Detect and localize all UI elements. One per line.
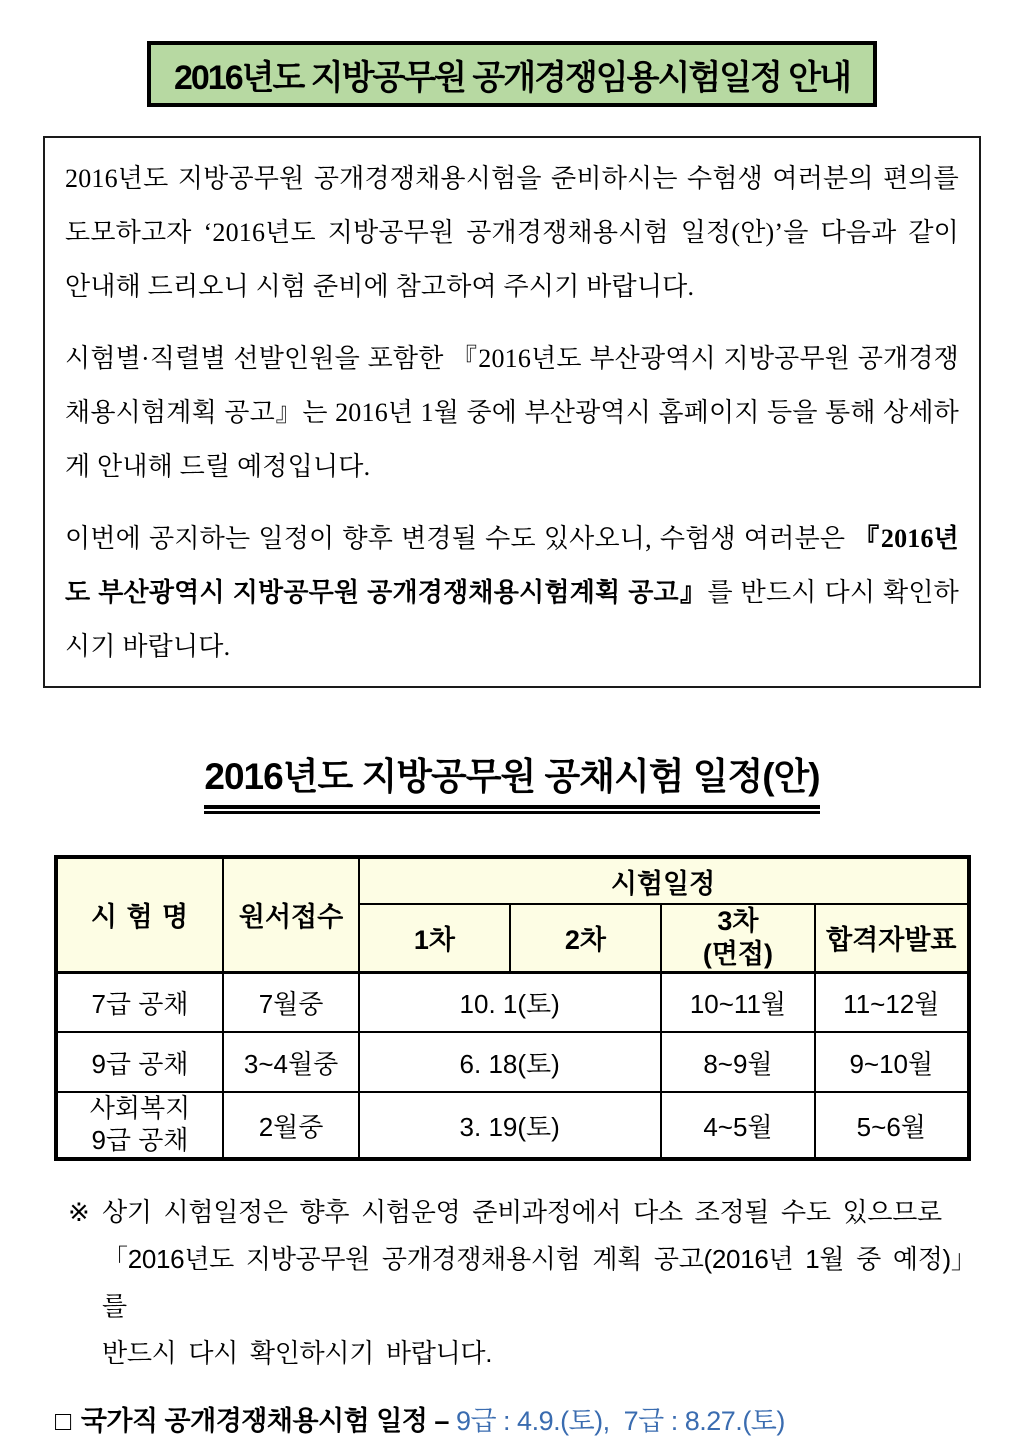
cell-apply: 2월중 xyxy=(223,1092,358,1158)
cell-exam xyxy=(56,1092,224,1158)
document-page xyxy=(0,41,1024,1436)
intro-paragraph-2: 시험별·직렬별 선발인원을 포함한 『2016년도 부산광역시 지방공무원 공개경쟁채용시험계획 공고』는 2016년 1월 중에 부산광역시 홈페이지 등을 통해 상세하게 안내해 드릴 예정입니다. xyxy=(65,344,959,481)
table-header-row-1 xyxy=(56,857,969,904)
cell-apply: 7월중 xyxy=(223,972,358,1032)
header-cell-round2: 2차 xyxy=(510,904,661,972)
table-row-social-welfare-grade9 xyxy=(56,1092,969,1158)
national-exam-dates: 9급 : 4.9.(토), 7급 : 8.27.(토) xyxy=(455,1405,785,1436)
intro-paragraph-3-post: 를 반드시 다시 확인하시기 바랍니다. xyxy=(65,578,959,661)
schedule-heading-wrap xyxy=(0,746,1024,809)
cell-written-date: 10. 1(토) xyxy=(359,972,661,1032)
table-row-grade9 xyxy=(56,1032,969,1092)
intro-paragraph-3 xyxy=(65,512,959,674)
header-cell-exam-name: 시 험 명 xyxy=(56,857,224,972)
national-exam-label: 국가직 공개경쟁채용시험 일정 xyxy=(80,1405,428,1436)
square-bullet-icon: □ xyxy=(55,1405,71,1436)
intro-box xyxy=(43,136,981,688)
title-banner xyxy=(147,41,877,107)
intro-paragraph-1: 2016년도 지방공무원 공개경쟁채용시험을 준비하시는 수험생 여러분의 편의를 도모하고자 ‘2016년도 지방공무원 공개경쟁채용시험 일정(안)’을 다음과 같이 안내해 드리오니 시험 준비에 참고하여 주시기 바랍니다. xyxy=(65,164,959,301)
cell-exam-line1: 사회복지 xyxy=(89,1093,191,1124)
national-exam-schedule-line xyxy=(55,1399,1024,1438)
header-cell-application: 원서접수 xyxy=(223,857,358,972)
cell-written-date: 3. 19(토) xyxy=(359,1092,661,1158)
cell-interview: 4~5월 xyxy=(661,1092,815,1158)
header-cell-round1: 1차 xyxy=(359,904,511,972)
cell-interview: 10~11월 xyxy=(661,972,815,1032)
note-line-2: 「2016년도 지방공무원 공개경쟁채용시험 계획 공고(2016년 1월 중 예정)」를 xyxy=(102,1243,977,1321)
cell-announce: 9~10월 xyxy=(815,1032,968,1092)
header-cell-round3-line2: (면접) xyxy=(702,938,773,969)
cell-apply: 3~4월중 xyxy=(223,1032,358,1092)
table-row-grade7 xyxy=(56,972,969,1032)
intro-paragraph-3-emphasis: 『2016년도 부산광역시 지방공무원 공개경쟁채용시험계획 공고』 xyxy=(65,524,959,607)
cell-written-date: 6. 18(토) xyxy=(359,1032,661,1092)
note-line-3: 반드시 다시 확인하시기 바랍니다. xyxy=(102,1337,493,1368)
note-line-1: 상기 시험일정은 향후 시험운영 준비과정에서 다소 조정될 수도 있으므로 xyxy=(102,1196,942,1227)
header-cell-schedule-group: 시험일정 xyxy=(359,857,969,904)
national-exam-dash-glyph: – xyxy=(434,1405,449,1436)
cell-announce: 11~12월 xyxy=(815,972,968,1032)
cell-interview: 8~9월 xyxy=(661,1032,815,1092)
national-exam-dash xyxy=(427,1406,434,1436)
schedule-heading: 2016년도 지방공무원 공채시험 일정(안) xyxy=(204,746,819,809)
schedule-table xyxy=(54,855,971,1161)
header-cell-round3 xyxy=(661,904,815,972)
cell-exam: 7급 공채 xyxy=(56,972,224,1032)
note-reference-mark: ※ xyxy=(68,1196,90,1227)
cell-exam: 9급 공채 xyxy=(56,1032,224,1092)
intro-paragraph-3-pre: 이번에 공지하는 일정이 향후 변경될 수도 있사오니, 수험생 여러분은 xyxy=(65,524,854,553)
cell-announce: 5~6월 xyxy=(815,1092,968,1158)
title-banner-text: 2016년도 지방공무원 공개경쟁임용시험일정 안내 xyxy=(173,58,850,97)
header-cell-announce: 합격자발표 xyxy=(815,904,968,972)
national-exam-space xyxy=(449,1406,456,1436)
note-lines xyxy=(102,1189,998,1377)
header-cell-round3-line1: 3차 xyxy=(717,906,759,936)
schedule-note xyxy=(68,1189,998,1377)
cell-exam-line2: 9급 공채 xyxy=(91,1125,189,1156)
